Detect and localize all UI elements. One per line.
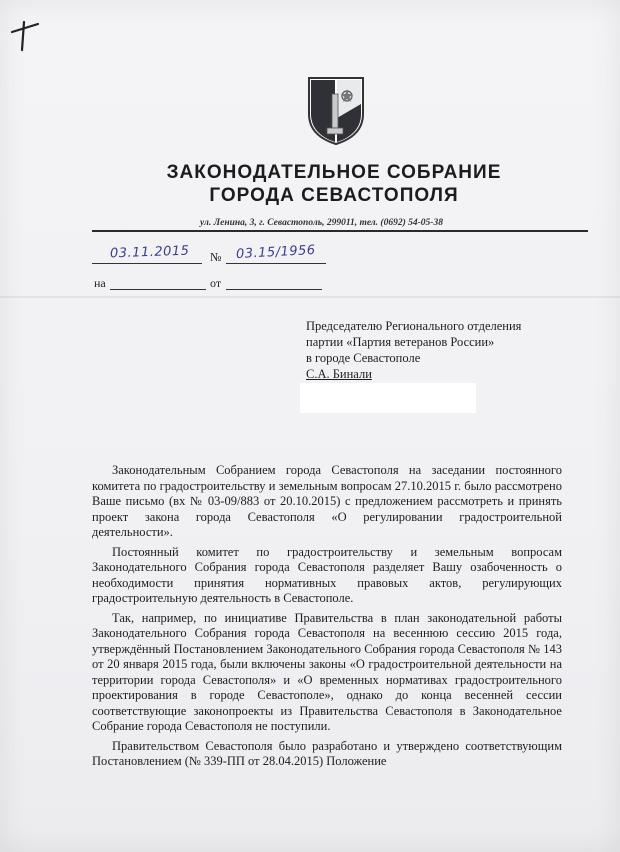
handwritten-mark-icon <box>8 14 44 54</box>
date-underline <box>92 263 202 264</box>
org-address: ул. Ленина, 3, г. Севастополь, 299011, тел. (0692) 54-05-38 <box>200 218 443 228</box>
body-paragraph-3: Так, например, по инициативе Правительства в план законодательной работы Законодательного Собрания города Севастополя на весеннюю сессию 2015 года, утверждённый Постановлением Законодательного Собрания города Севастополя № 143 от 20 января 2015 года, были включены законы «О градостроительной деятельности на территории города Севастополя» и «О временных нормативах градостроительного проектирования в городе Севастополе», однако до конца весенней сессии соответствующие законопроекты из Правительства Севастополя в Законодательное Собрание города Севастополя не поступили. <box>92 610 562 733</box>
registration-date: 03.11.2015 <box>109 243 190 262</box>
body-paragraph-1: Законодательным Собранием города Севастополя на заседании постоянного комитета по градостроительству и земельным вопросам 27.10.2015 г. было рассмотрено Ваше письмо (вх № 03-09/883 от 20.10.2015) с предложением рассмотреть и принять проект закона города Севастополя «О регулировании градостроительной деятельности». <box>92 463 562 539</box>
reference-ot-underline <box>226 289 322 290</box>
addressee-line1: Председателю Регионального отделения <box>306 319 522 333</box>
addressee-name: С.А. Бинали <box>306 367 372 381</box>
reference-ot-label: от <box>210 276 222 290</box>
registration-number: 03.15/1956 <box>235 242 317 263</box>
letter-body <box>92 463 562 774</box>
header-divider <box>92 230 588 232</box>
number-underline <box>226 263 326 264</box>
org-title-line2: ГОРОДА СЕВАСТОПОЛЯ <box>209 185 459 206</box>
sevastopol-coat-of-arms-icon <box>305 74 367 146</box>
registration-number-label: № <box>210 250 222 264</box>
org-title-line1: ЗАКОНОДАТЕЛЬНОЕ СОБРАНИЕ <box>166 162 502 183</box>
paper-fold-line <box>0 296 620 298</box>
reference-na-label: на <box>94 276 106 290</box>
addressee-line3: в городе Севастополе <box>306 351 421 365</box>
body-paragraph-2: Постоянный комитет по градостроительству и земельным вопросам Законодательного Собрания города Севастополя разделяет Вашу озабоченность о необходимости принятия нормативных правовых актов, регулирующих градостроительную деятельность в Севастополе. <box>92 544 562 605</box>
addressee-block <box>306 318 606 382</box>
addressee-line2: партии «Партия ветеранов России» <box>306 335 495 349</box>
reference-na-underline <box>110 289 206 290</box>
redacted-area <box>300 383 476 413</box>
body-paragraph-4: Правительством Севастополя было разработано и утверждено соответствующим Постановлением (№ 339-ПП от 28.04.2015) Положение <box>92 738 562 768</box>
